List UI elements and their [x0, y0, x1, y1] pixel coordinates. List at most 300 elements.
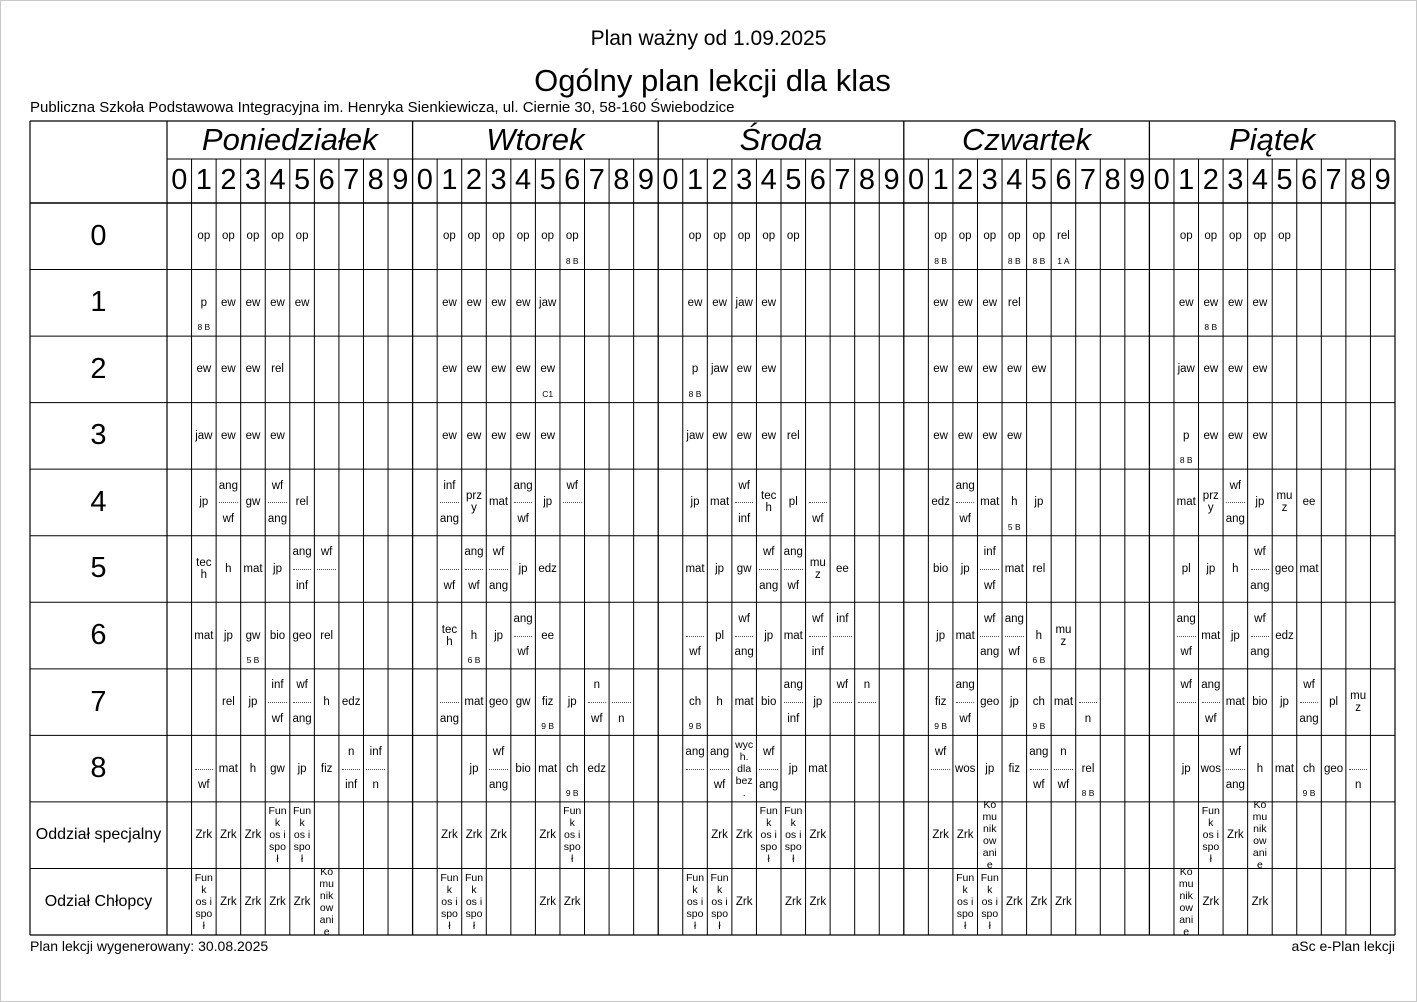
lesson-cell[interactable]: [953, 270, 978, 337]
lesson-cell[interactable]: [953, 802, 978, 869]
lesson-cell[interactable]: [241, 336, 266, 403]
lesson-cell[interactable]: [1076, 669, 1101, 736]
lesson-cell[interactable]: [1027, 336, 1052, 403]
lesson-cell[interactable]: [928, 469, 953, 536]
lesson-cell[interactable]: [707, 735, 732, 802]
lesson-cell[interactable]: [781, 602, 806, 669]
lesson-cell[interactable]: [928, 270, 953, 337]
lesson-cell[interactable]: [1248, 735, 1273, 802]
lesson-cell[interactable]: [1051, 669, 1076, 736]
lesson-cell[interactable]: [1174, 403, 1199, 470]
lesson-cell[interactable]: [1248, 336, 1273, 403]
lesson-cell[interactable]: [511, 536, 536, 603]
lesson-cell[interactable]: [806, 536, 831, 603]
lesson-cell[interactable]: [1002, 203, 1027, 270]
lesson-cell[interactable]: [732, 203, 757, 270]
lesson-cell[interactable]: [855, 669, 880, 736]
lesson-cell[interactable]: [339, 735, 364, 802]
lesson-cell[interactable]: [756, 735, 781, 802]
lesson-cell[interactable]: [462, 270, 487, 337]
lesson-cell[interactable]: [781, 403, 806, 470]
lesson-cell[interactable]: [486, 270, 511, 337]
lesson-cell[interactable]: [953, 669, 978, 736]
lesson-cell[interactable]: [511, 403, 536, 470]
lesson-cell[interactable]: [683, 868, 708, 935]
lesson-cell[interactable]: [806, 602, 831, 669]
lesson-cell[interactable]: [1027, 602, 1052, 669]
lesson-cell[interactable]: [1199, 469, 1224, 536]
lesson-cell[interactable]: [1174, 865, 1199, 938]
lesson-cell[interactable]: [732, 270, 757, 337]
lesson-cell[interactable]: [683, 336, 708, 403]
lesson-cell[interactable]: [192, 270, 217, 337]
lesson-cell[interactable]: [977, 469, 1002, 536]
lesson-cell[interactable]: [1223, 735, 1248, 802]
lesson-cell[interactable]: [265, 802, 290, 869]
lesson-cell[interactable]: [560, 669, 585, 736]
lesson-cell[interactable]: [1051, 868, 1076, 935]
lesson-cell[interactable]: [707, 669, 732, 736]
lesson-cell[interactable]: [756, 802, 781, 869]
lesson-cell[interactable]: [216, 270, 241, 337]
lesson-cell[interactable]: [732, 536, 757, 603]
lesson-cell[interactable]: [290, 270, 315, 337]
lesson-cell[interactable]: [462, 336, 487, 403]
lesson-cell[interactable]: [511, 669, 536, 736]
lesson-cell[interactable]: [1199, 802, 1224, 869]
lesson-cell[interactable]: [683, 735, 708, 802]
lesson-cell[interactable]: [1248, 868, 1273, 935]
lesson-cell[interactable]: [560, 868, 585, 935]
lesson-cell[interactable]: [1223, 802, 1248, 869]
lesson-cell[interactable]: [241, 868, 266, 935]
lesson-cell[interactable]: [609, 669, 634, 736]
lesson-cell[interactable]: [928, 735, 953, 802]
lesson-cell[interactable]: [1248, 602, 1273, 669]
lesson-cell[interactable]: [1248, 203, 1273, 270]
lesson-cell[interactable]: [437, 669, 462, 736]
lesson-cell[interactable]: [683, 602, 708, 669]
lesson-cell[interactable]: [486, 735, 511, 802]
lesson-cell[interactable]: [1223, 203, 1248, 270]
lesson-cell[interactable]: [977, 602, 1002, 669]
lesson-cell[interactable]: [437, 802, 462, 869]
lesson-cell[interactable]: [977, 735, 1002, 802]
lesson-cell[interactable]: [781, 469, 806, 536]
lesson-cell[interactable]: [437, 602, 462, 669]
lesson-cell[interactable]: [241, 536, 266, 603]
lesson-cell[interactable]: [732, 669, 757, 736]
lesson-cell[interactable]: [1297, 469, 1322, 536]
lesson-cell[interactable]: [1272, 203, 1297, 270]
lesson-cell[interactable]: [707, 868, 732, 935]
lesson-cell[interactable]: [462, 536, 487, 603]
lesson-cell[interactable]: [535, 669, 560, 736]
lesson-cell[interactable]: [216, 536, 241, 603]
lesson-cell[interactable]: [953, 536, 978, 603]
lesson-cell[interactable]: [241, 270, 266, 337]
lesson-cell[interactable]: [437, 868, 462, 935]
class-label: 4: [90, 485, 107, 518]
lesson-subject: mat: [1201, 629, 1221, 642]
lesson-cell[interactable]: [192, 203, 217, 270]
lesson-cell[interactable]: [1297, 735, 1322, 802]
lesson-cell[interactable]: [1027, 203, 1052, 270]
lesson-cell[interactable]: [1223, 469, 1248, 536]
lesson-cell[interactable]: [462, 669, 487, 736]
lesson-cell[interactable]: [683, 536, 708, 603]
lesson-cell[interactable]: [241, 669, 266, 736]
lesson-cell[interactable]: [707, 469, 732, 536]
lesson-cell[interactable]: [732, 735, 757, 802]
lesson-cell[interactable]: [462, 203, 487, 270]
lesson-cell[interactable]: [290, 469, 315, 536]
lesson-cell[interactable]: [1272, 536, 1297, 603]
lesson-cell[interactable]: [216, 602, 241, 669]
lesson-cell[interactable]: [1199, 868, 1224, 935]
lesson-cell[interactable]: [1223, 336, 1248, 403]
lesson-cell[interactable]: [241, 203, 266, 270]
lesson-cell[interactable]: [1027, 669, 1052, 736]
lesson-cell[interactable]: [1199, 536, 1224, 603]
lesson-cell[interactable]: [1174, 735, 1199, 802]
lesson-cell[interactable]: [953, 868, 978, 935]
lesson-cell[interactable]: [535, 403, 560, 470]
lesson-cell[interactable]: [265, 536, 290, 603]
lesson-cell[interactable]: [806, 469, 831, 536]
lesson-cell[interactable]: [732, 602, 757, 669]
lesson-cell[interactable]: [781, 536, 806, 603]
lesson-cell[interactable]: [290, 602, 315, 669]
lesson-cell[interactable]: [1199, 602, 1224, 669]
lesson-cell[interactable]: [437, 270, 462, 337]
lesson-cell[interactable]: [535, 270, 560, 337]
lesson-cell[interactable]: [535, 203, 560, 270]
lesson-cell[interactable]: [1321, 669, 1346, 736]
lesson-cell[interactable]: [1174, 669, 1199, 736]
lesson-cell[interactable]: [756, 469, 781, 536]
lesson-cell[interactable]: [1199, 336, 1224, 403]
lesson-cell[interactable]: [1297, 669, 1322, 736]
lesson-cell[interactable]: [977, 270, 1002, 337]
lesson-cell[interactable]: [192, 403, 217, 470]
lesson-cell[interactable]: [781, 669, 806, 736]
lesson-cell[interactable]: [511, 270, 536, 337]
lesson-cell[interactable]: [1223, 602, 1248, 669]
lesson-cell[interactable]: [1321, 735, 1346, 802]
lesson-cell[interactable]: [781, 735, 806, 802]
lesson-cell[interactable]: [314, 865, 339, 938]
lesson-cell[interactable]: [756, 602, 781, 669]
lesson-cell[interactable]: [707, 802, 732, 869]
lesson-cell[interactable]: [953, 469, 978, 536]
lesson-cell[interactable]: [314, 602, 339, 669]
lesson-cell[interactable]: [486, 403, 511, 470]
lesson-cell[interactable]: [511, 469, 536, 536]
lesson-cell[interactable]: [535, 868, 560, 935]
lesson-cell[interactable]: [1174, 536, 1199, 603]
lesson-cell[interactable]: [1002, 868, 1027, 935]
lesson-cell[interactable]: [806, 868, 831, 935]
lesson-cell[interactable]: [928, 203, 953, 270]
lesson-cell[interactable]: [265, 735, 290, 802]
lesson-cell[interactable]: [1248, 469, 1273, 536]
lesson-cell[interactable]: [363, 735, 388, 802]
lesson-cell[interactable]: [585, 735, 610, 802]
lesson-cell[interactable]: [683, 669, 708, 736]
lesson-cell[interactable]: [1174, 203, 1199, 270]
lesson-cell[interactable]: [486, 203, 511, 270]
lesson-cell[interactable]: [806, 802, 831, 869]
lesson-cell[interactable]: [1027, 735, 1052, 802]
lesson-cell[interactable]: [707, 270, 732, 337]
lesson-cell[interactable]: [535, 802, 560, 869]
lesson-cell[interactable]: [1248, 403, 1273, 470]
lesson-cell[interactable]: [462, 403, 487, 470]
lesson-cell[interactable]: [486, 802, 511, 869]
lesson-cell[interactable]: [1346, 669, 1371, 736]
lesson-cell[interactable]: [928, 802, 953, 869]
lesson-cell[interactable]: [265, 270, 290, 337]
lesson-cell[interactable]: [953, 203, 978, 270]
lesson-cell[interactable]: [1051, 735, 1076, 802]
lesson-cell[interactable]: [290, 669, 315, 736]
lesson-cell[interactable]: [1076, 735, 1101, 802]
lesson-cell[interactable]: [977, 669, 1002, 736]
lesson-cell[interactable]: [462, 868, 487, 935]
lesson-cell[interactable]: [756, 669, 781, 736]
lesson-cell[interactable]: [1002, 669, 1027, 736]
lesson-cell[interactable]: [830, 536, 855, 603]
lesson-cell[interactable]: [683, 403, 708, 470]
lesson-cell[interactable]: [1002, 336, 1027, 403]
lesson-cell[interactable]: [1051, 203, 1076, 270]
lesson-cell[interactable]: [511, 203, 536, 270]
lesson-cell[interactable]: [437, 536, 462, 603]
lesson-cell[interactable]: [462, 469, 487, 536]
lesson-cell[interactable]: [192, 536, 217, 603]
lesson-cell[interactable]: [1199, 270, 1224, 337]
lesson-cell[interactable]: [265, 336, 290, 403]
lesson-cell[interactable]: [977, 403, 1002, 470]
lesson-cell[interactable]: [535, 536, 560, 603]
lesson-cell[interactable]: [192, 735, 217, 802]
lesson-cell[interactable]: [437, 403, 462, 470]
lesson-cell[interactable]: [486, 336, 511, 403]
lesson-cell[interactable]: [830, 602, 855, 669]
lesson-cell[interactable]: [1346, 735, 1371, 802]
lesson-cell[interactable]: [806, 735, 831, 802]
lesson-cell[interactable]: [707, 336, 732, 403]
lesson-cell[interactable]: [585, 669, 610, 736]
lesson-cell[interactable]: [953, 336, 978, 403]
lesson-cell[interactable]: [756, 270, 781, 337]
lesson-cell[interactable]: [953, 602, 978, 669]
lesson-cell[interactable]: [928, 602, 953, 669]
lesson-cell[interactable]: [290, 802, 315, 869]
lesson-cell[interactable]: [241, 802, 266, 869]
lesson-cell[interactable]: [1174, 469, 1199, 536]
lesson-cell[interactable]: [486, 469, 511, 536]
lesson-cell[interactable]: [314, 669, 339, 736]
lesson-cell[interactable]: [1002, 602, 1027, 669]
lesson-subject: jp: [1279, 696, 1289, 709]
lesson-cell[interactable]: [265, 602, 290, 669]
lesson-subject: Zrk: [490, 829, 507, 842]
lesson-cell[interactable]: [707, 602, 732, 669]
lesson-cell[interactable]: [511, 602, 536, 669]
lesson-cell[interactable]: [1272, 469, 1297, 536]
lesson-cell[interactable]: [707, 403, 732, 470]
lesson-cell[interactable]: [241, 403, 266, 470]
lesson-cell[interactable]: [1297, 536, 1322, 603]
lesson-cell[interactable]: [781, 203, 806, 270]
lesson-cell[interactable]: [535, 469, 560, 536]
lesson-cell[interactable]: [756, 536, 781, 603]
lesson-cell[interactable]: [437, 469, 462, 536]
lesson-cell[interactable]: [830, 669, 855, 736]
lesson-cell[interactable]: [732, 868, 757, 935]
lesson-cell[interactable]: [290, 203, 315, 270]
lesson-cell[interactable]: [1027, 868, 1052, 935]
lesson-cell[interactable]: [1199, 403, 1224, 470]
lesson-cell[interactable]: [1223, 669, 1248, 736]
lesson-cell[interactable]: [192, 336, 217, 403]
lesson-cell[interactable]: [462, 602, 487, 669]
lesson-cell[interactable]: [928, 669, 953, 736]
lesson-cell[interactable]: [977, 203, 1002, 270]
lesson-cell[interactable]: [1199, 735, 1224, 802]
lesson-cell[interactable]: [1027, 536, 1052, 603]
lesson-cell[interactable]: [462, 802, 487, 869]
lesson-cell[interactable]: [216, 868, 241, 935]
lesson-cell[interactable]: [216, 403, 241, 470]
lesson-cell[interactable]: [535, 735, 560, 802]
lesson-cell[interactable]: [265, 669, 290, 736]
lesson-cell[interactable]: [241, 469, 266, 536]
lesson-cell[interactable]: [560, 735, 585, 802]
lesson-cell[interactable]: [806, 669, 831, 736]
lesson-cell[interactable]: [265, 203, 290, 270]
lesson-cell[interactable]: [437, 203, 462, 270]
lesson-cell[interactable]: [1248, 536, 1273, 603]
lesson-cell[interactable]: [216, 469, 241, 536]
lesson-cell[interactable]: [732, 802, 757, 869]
lesson-cell[interactable]: [535, 336, 560, 403]
lesson-cell[interactable]: [781, 868, 806, 935]
lesson-cell[interactable]: [314, 536, 339, 603]
lesson-cell[interactable]: [977, 799, 1002, 872]
lesson-cell[interactable]: [511, 735, 536, 802]
lesson-cell[interactable]: [683, 469, 708, 536]
lesson-cell[interactable]: [781, 802, 806, 869]
lesson-cell[interactable]: [216, 802, 241, 869]
lesson-cell[interactable]: [1248, 270, 1273, 337]
lesson-cell[interactable]: [1002, 735, 1027, 802]
lesson-cell[interactable]: [486, 669, 511, 736]
lesson-cell[interactable]: [1174, 602, 1199, 669]
lesson-cell[interactable]: [486, 536, 511, 603]
lesson-cell[interactable]: [216, 735, 241, 802]
lesson-cell[interactable]: [953, 403, 978, 470]
lesson-cell[interactable]: [265, 403, 290, 470]
lesson-cell[interactable]: [265, 868, 290, 935]
lesson-cell[interactable]: [1002, 536, 1027, 603]
lesson-cell[interactable]: [732, 403, 757, 470]
lesson-cell[interactable]: [1272, 602, 1297, 669]
lesson-cell[interactable]: [683, 203, 708, 270]
lesson-cell[interactable]: [241, 602, 266, 669]
lesson-cell[interactable]: [290, 536, 315, 603]
lesson-cell[interactable]: [1002, 469, 1027, 536]
lesson-cell[interactable]: [1248, 669, 1273, 736]
lesson-cell[interactable]: [192, 802, 217, 869]
lesson-cell[interactable]: [756, 403, 781, 470]
lesson-cell[interactable]: [1027, 469, 1052, 536]
lesson-cell[interactable]: [977, 536, 1002, 603]
lesson-cell[interactable]: [241, 735, 266, 802]
lesson-cell[interactable]: [560, 802, 585, 869]
lesson-cell[interactable]: [339, 669, 364, 736]
lesson-cell[interactable]: [1002, 403, 1027, 470]
lesson-cell[interactable]: [192, 602, 217, 669]
lesson-cell[interactable]: [1002, 270, 1027, 337]
lesson-cell[interactable]: [290, 868, 315, 935]
lesson-cell[interactable]: [756, 336, 781, 403]
lesson-cell[interactable]: [462, 735, 487, 802]
lesson-cell[interactable]: [486, 602, 511, 669]
lesson-cell[interactable]: [1223, 536, 1248, 603]
lesson-cell[interactable]: [560, 203, 585, 270]
lesson-cell[interactable]: [1248, 799, 1273, 872]
lesson-cell[interactable]: [928, 536, 953, 603]
lesson-cell[interactable]: [535, 602, 560, 669]
lesson-cell[interactable]: [756, 203, 781, 270]
lesson-cell[interactable]: [707, 203, 732, 270]
lesson-cell[interactable]: [953, 735, 978, 802]
lesson-cell[interactable]: [732, 336, 757, 403]
lesson-cell[interactable]: [1174, 270, 1199, 337]
lesson-cell[interactable]: [560, 469, 585, 536]
lesson-cell[interactable]: [1272, 669, 1297, 736]
lesson-cell[interactable]: [1223, 270, 1248, 337]
lesson-cell[interactable]: [977, 868, 1002, 935]
lesson-cell[interactable]: [977, 336, 1002, 403]
lesson-cell[interactable]: [265, 469, 290, 536]
lesson-cell[interactable]: [1223, 403, 1248, 470]
lesson-cell[interactable]: [192, 469, 217, 536]
lesson-cell[interactable]: [216, 669, 241, 736]
lesson-cell[interactable]: [732, 469, 757, 536]
lesson-cell[interactable]: [1199, 669, 1224, 736]
lesson-cell[interactable]: [192, 868, 217, 935]
lesson-cell[interactable]: [216, 336, 241, 403]
lesson-cell[interactable]: [314, 735, 339, 802]
lesson-cell[interactable]: [1199, 203, 1224, 270]
lesson-subject: jp: [715, 562, 725, 575]
lesson-cell[interactable]: [437, 336, 462, 403]
lesson-cell[interactable]: [707, 536, 732, 603]
lesson-cell[interactable]: [928, 336, 953, 403]
lesson-cell[interactable]: [1174, 336, 1199, 403]
lesson-cell[interactable]: [290, 735, 315, 802]
lesson-cell[interactable]: [1272, 735, 1297, 802]
lesson-cell[interactable]: [683, 270, 708, 337]
lesson-cell[interactable]: [1051, 602, 1076, 669]
lesson-cell[interactable]: [216, 203, 241, 270]
lesson-cell[interactable]: [928, 403, 953, 470]
lesson-cell[interactable]: [511, 336, 536, 403]
